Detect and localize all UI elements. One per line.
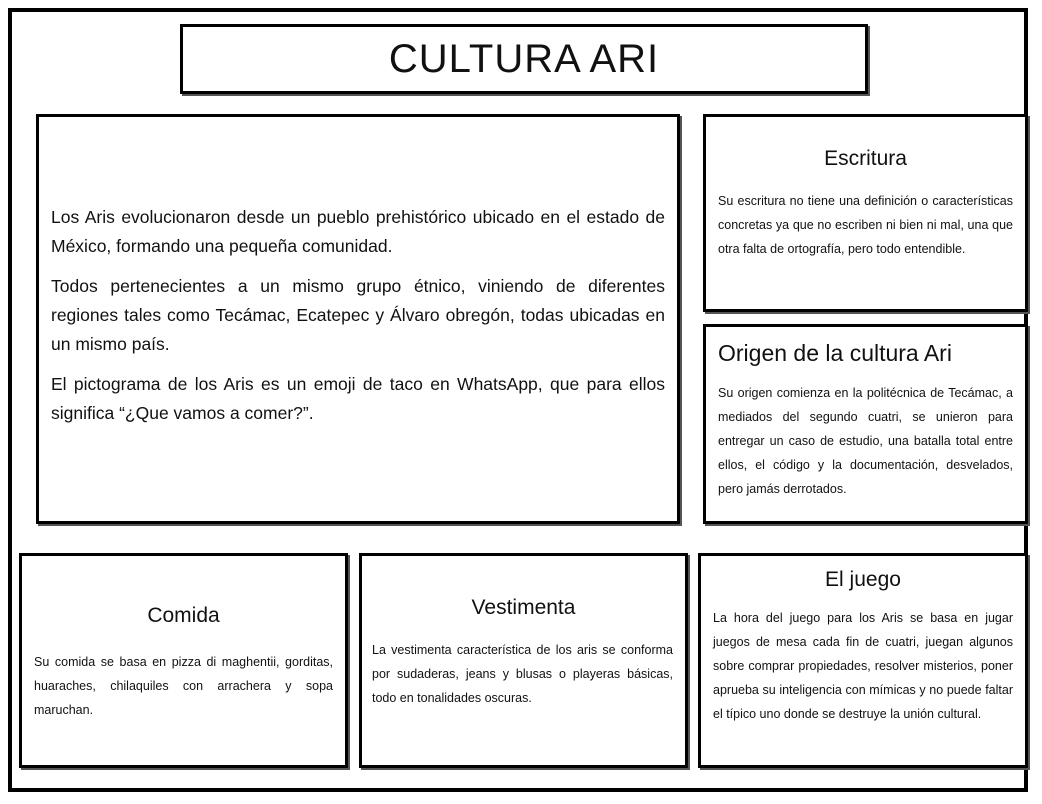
escritura-heading: Escritura: [824, 147, 907, 170]
intro-paragraph: Todos pertenecientes a un mismo grupo étnico, viniendo de diferentes regiones tales como Tecámac, Ecatepec y Álvaro obregón, todas ubicadas en un mismo país.: [51, 276, 665, 354]
comida-box: [19, 553, 348, 768]
comida-text: Su comida se basa en pizza di maghentii, gorditas, huaraches, chilaquiles con arrachera y sopa maruchan.: [34, 655, 333, 717]
juego-text: La hora del juego para los Aris se basa en jugar juegos de mesa cada fin de cuatri, juegan algunos sobre comprar propiedades, resolver misterios, poner aprueba su inteligencia con mímicas y no puede faltar el típico uno donde se destruye la unión cultural.: [713, 611, 1013, 721]
intro-text: [51, 203, 665, 439]
escritura-box: [703, 114, 1028, 312]
vestimenta-box: [359, 553, 688, 768]
origen-heading: Origen de la cultura Ari: [718, 340, 952, 366]
intro-paragraph: El pictograma de los Aris es un emoji de taco en WhatsApp, que para ellos significa “¿Que vamos a comer?”.: [51, 374, 665, 423]
vestimenta-heading: Vestimenta: [471, 596, 576, 619]
origen-text: Su origen comienza en la politécnica de Tecámac, a mediados del segundo cuatri, se unieron para entregar un caso de estudio, una batalla total entre ellos, el código y la documentación, desvelados, pero jamás derrotados.: [718, 386, 1013, 496]
comida-heading: Comida: [147, 604, 220, 627]
intro-paragraph: Los Aris evolucionaron desde un pueblo prehistórico ubicado en el estado de México, formando una pequeña comunidad.: [51, 207, 665, 256]
intro-box: [36, 114, 680, 524]
vestimenta-text: La vestimenta característica de los aris se conforma por sudaderas, jeans y blusas o playeras básicas, todo en tonalidades oscuras.: [372, 643, 673, 705]
juego-heading: El juego: [825, 568, 901, 591]
escritura-text: Su escritura no tiene una definición o características concretas ya que no escriben ni bien ni mal, una que otra falta de ortografía, pero todo entendible.: [718, 194, 1013, 256]
origen-box: [703, 324, 1028, 524]
juego-box: [698, 553, 1028, 768]
title-box: [180, 24, 868, 94]
page-title: CULTURA ARI: [388, 37, 660, 81]
